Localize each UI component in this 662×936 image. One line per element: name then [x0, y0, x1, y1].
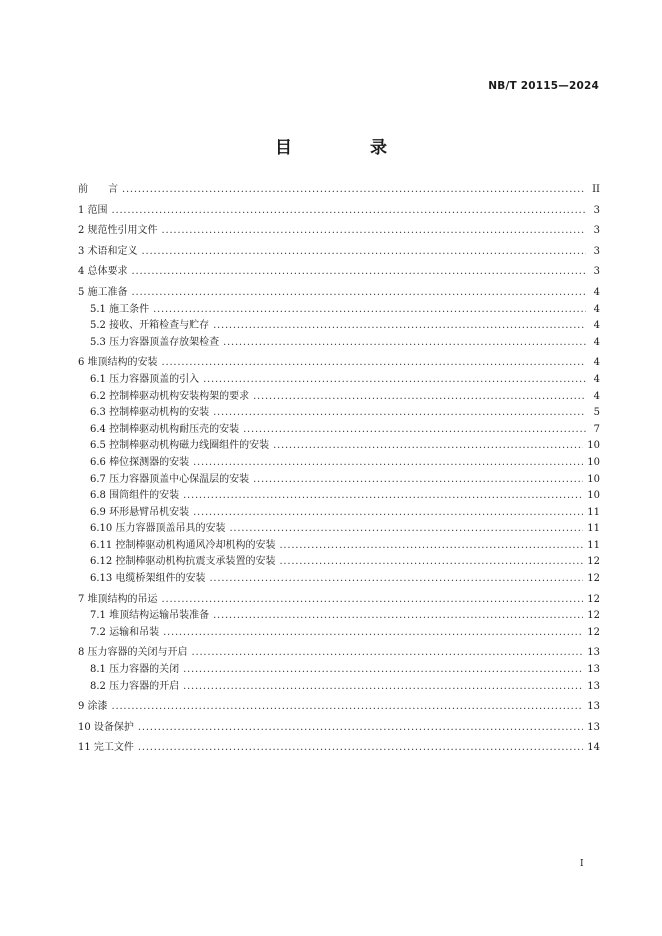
toc-entry-page: 13 [587, 701, 600, 713]
toc-entry-page: 13 [587, 647, 600, 659]
toc-entry-page: 7 [593, 423, 600, 435]
toc-entry-label: 6.8 围筒组件的安装 [90, 490, 180, 502]
toc-entry-page: 11 [587, 523, 600, 535]
toc-entry[interactable] [78, 318, 600, 335]
toc-entry[interactable] [78, 571, 600, 588]
toc-entry-label: 前 言 [78, 184, 118, 195]
toc-leader-dots [193, 455, 583, 472]
toc-entry[interactable] [78, 335, 600, 352]
toc-entry[interactable] [78, 699, 600, 716]
toc-entry[interactable] [78, 203, 600, 220]
toc-entry-label: 6.12 控制棒驱动机构抗震支承装置的安装 [90, 556, 276, 568]
toc-entry[interactable] [78, 422, 600, 439]
toc-leader-dots [138, 740, 583, 757]
page-number: I [580, 859, 584, 869]
toc-leader-dots [112, 203, 586, 220]
toc-leader-dots [112, 699, 584, 716]
toc-leader-dots [162, 355, 586, 372]
toc-entry-page: 4 [593, 357, 600, 369]
toc-entry-label: 9 涂漆 [78, 701, 108, 713]
toc-entry[interactable] [78, 662, 600, 679]
toc-entry-page: 10 [587, 473, 600, 485]
toc-entry-label: 6.3 控制棒驱动机构的安装 [90, 407, 210, 419]
toc-leader-dots [229, 521, 583, 538]
toc-entry-page: 14 [587, 742, 600, 754]
toc-entry[interactable] [78, 554, 600, 571]
toc-leader-dots [209, 571, 583, 588]
toc-entry[interactable] [78, 645, 600, 662]
toc-entry-page: 3 [593, 225, 600, 237]
toc-entry-label: 6.1 压力容器顶盖的引入 [90, 373, 200, 385]
toc-entry[interactable] [78, 302, 600, 319]
toc-entry-label: 7 堆顶结构的吊运 [78, 593, 158, 605]
toc-entry-label: 8.1 压力容器的关闭 [90, 664, 180, 676]
toc-entry-label: 2 规范性引用文件 [78, 225, 158, 237]
toc-entry-page: 13 [587, 680, 600, 692]
toc-entry-label: 6.11 控制棒驱动机构通风冷却机构的安装 [90, 539, 276, 551]
toc-entry-label: 6.7 压力容器顶盖中心保温层的安装 [90, 473, 250, 485]
toc-leader-dots [132, 285, 586, 302]
toc-entry-label: 8 压力容器的关闭与开启 [78, 647, 188, 659]
toc-leader-dots [253, 472, 583, 489]
toc-entry-label: 6.4 控制棒驱动机构耐压壳的安装 [90, 423, 240, 435]
toc-entry-page: 3 [593, 245, 600, 257]
toc-entry-label: 5.3 压力容器顶盖存放架检查 [90, 336, 220, 348]
toc-entry[interactable] [78, 592, 600, 609]
toc-entry-label: 6.6 棒位探测器的安装 [90, 456, 190, 468]
toc-leader-dots [183, 662, 583, 679]
table-of-contents [78, 182, 600, 757]
toc-entry-label: 6.10 压力容器顶盖吊具的安装 [90, 523, 226, 535]
toc-entry-label: 8.2 压力容器的开启 [90, 680, 180, 692]
toc-leader-dots [273, 438, 583, 455]
toc-entry[interactable] [78, 505, 600, 522]
toc-entry-page: 3 [593, 266, 600, 278]
toc-leader-dots [203, 372, 586, 389]
toc-entry[interactable] [78, 438, 600, 455]
toc-leader-dots [192, 645, 584, 662]
toc-leader-dots [213, 405, 586, 422]
toc-leader-dots [279, 538, 583, 555]
toc-entry-label: 7.2 运输和吊装 [90, 626, 160, 638]
toc-entry-page: 12 [587, 610, 600, 622]
toc-entry-label: 4 总体要求 [78, 266, 128, 278]
toc-entry-label: 5.2 接收、开箱检查与贮存 [90, 320, 210, 332]
toc-entry-page: 12 [587, 556, 600, 568]
toc-leader-dots [132, 264, 586, 281]
toc-leader-dots [279, 554, 583, 571]
toc-leader-dots [213, 318, 586, 335]
toc-leader-dots [122, 182, 586, 199]
toc-entry-page: 11 [587, 506, 600, 518]
toc-entry[interactable] [78, 740, 600, 757]
toc-title: 目 录 [275, 138, 423, 158]
toc-entry-page: 11 [587, 539, 600, 551]
toc-leader-dots [153, 302, 586, 319]
toc-entry-page: 13 [587, 721, 600, 733]
toc-entry[interactable] [78, 679, 600, 696]
toc-entry-page: 10 [587, 456, 600, 468]
toc-entry-label: 1 范围 [78, 204, 108, 216]
toc-entry-page: 12 [587, 593, 600, 605]
toc-entry-page: 3 [593, 204, 600, 216]
toc-entry[interactable] [78, 223, 600, 240]
toc-entry-label: 6.13 电缆桥架组件的安装 [90, 573, 206, 585]
toc-leader-dots [183, 488, 583, 505]
toc-leader-dots [183, 679, 583, 696]
toc-entry-label: 10 设备保护 [78, 721, 134, 733]
toc-leader-dots [223, 335, 586, 352]
toc-entry-label: 5 施工准备 [78, 286, 128, 298]
toc-entry-page: 4 [593, 336, 600, 348]
toc-entry-label: 6 堆顶结构的安装 [78, 357, 158, 369]
toc-entry[interactable] [78, 488, 600, 505]
toc-entry-label: 3 术语和定义 [78, 245, 138, 257]
toc-entry[interactable] [78, 455, 600, 472]
toc-entry-label: 6.9 环形悬臂吊机安装 [90, 506, 190, 518]
document-code: NB/T 20115—2024 [488, 80, 599, 92]
toc-leader-dots [163, 625, 583, 642]
toc-leader-dots [138, 720, 583, 737]
toc-entry-page: 4 [593, 303, 600, 315]
toc-entry[interactable] [78, 264, 600, 281]
toc-entry-page: 13 [587, 664, 600, 676]
toc-entry-label: 6.2 控制棒驱动机构安装构架的要求 [90, 390, 250, 402]
toc-leader-dots [253, 389, 586, 406]
toc-leader-dots [142, 244, 586, 261]
toc-entry[interactable] [78, 389, 600, 406]
toc-entry-page: 4 [593, 373, 600, 385]
toc-entry-label: 11 完工文件 [78, 742, 134, 754]
toc-leader-dots [243, 422, 586, 439]
toc-leader-dots [213, 608, 583, 625]
toc-entry-page: 4 [593, 320, 600, 332]
toc-entry[interactable] [78, 372, 600, 389]
toc-entry[interactable] [78, 405, 600, 422]
toc-entry-page: 10 [587, 440, 600, 452]
toc-entry[interactable] [78, 472, 600, 489]
toc-entry-label: 5.1 施工条件 [90, 303, 150, 315]
toc-leader-dots [193, 505, 583, 522]
toc-entry-page: 10 [587, 490, 600, 502]
toc-entry-page: 5 [593, 407, 600, 419]
toc-leader-dots [162, 592, 584, 609]
toc-leader-dots [162, 223, 586, 240]
toc-entry[interactable] [78, 720, 600, 737]
toc-entry[interactable] [78, 521, 600, 538]
toc-entry-page: 12 [587, 573, 600, 585]
toc-entry-page: 12 [587, 626, 600, 638]
toc-entry[interactable] [78, 182, 600, 199]
toc-entry-label: 7.1 堆顶结构运输吊装准备 [90, 610, 210, 622]
toc-entry-page: II [592, 184, 600, 195]
toc-entry-page: 4 [593, 286, 600, 298]
toc-entry[interactable] [78, 538, 600, 555]
toc-entry[interactable] [78, 608, 600, 625]
toc-entry-page: 4 [593, 390, 600, 402]
toc-entry[interactable] [78, 355, 600, 372]
toc-entry[interactable] [78, 244, 600, 261]
toc-entry[interactable] [78, 625, 600, 642]
toc-entry-label: 6.5 控制棒驱动机构磁力线圈组件的安装 [90, 440, 270, 452]
toc-entry[interactable] [78, 285, 600, 302]
